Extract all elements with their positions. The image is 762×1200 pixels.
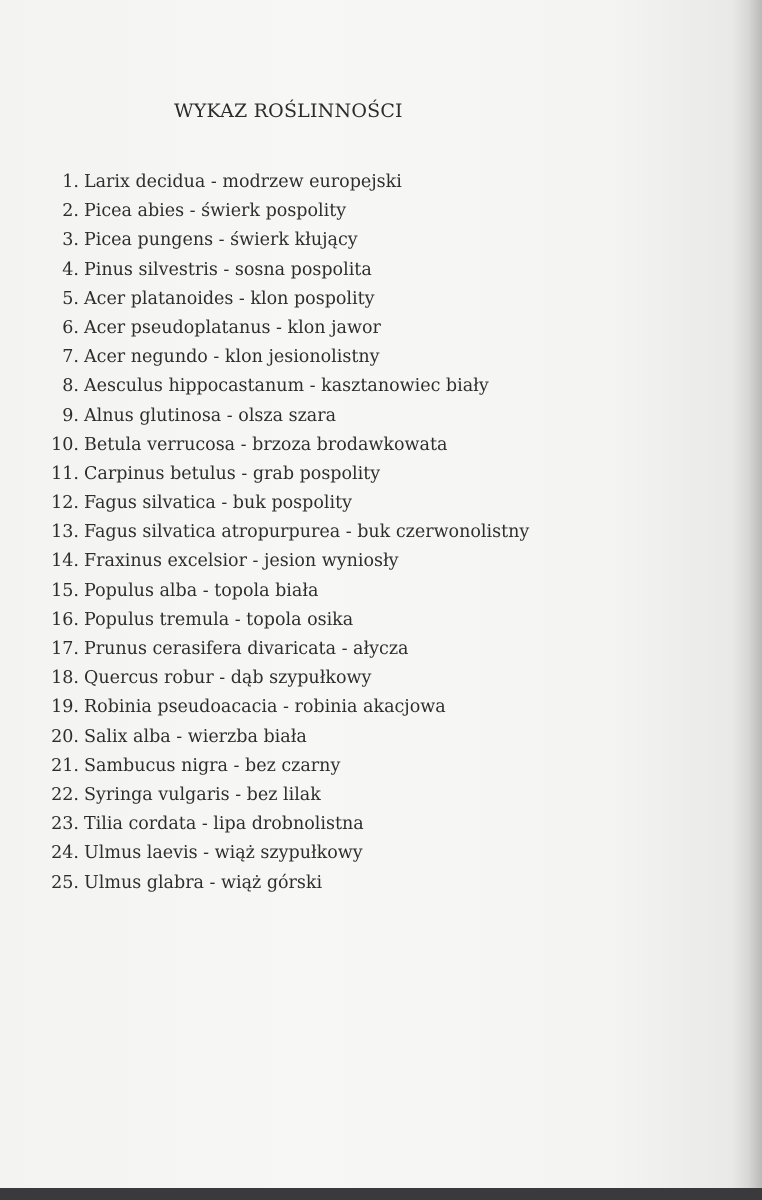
list-item-number: 1. xyxy=(62,172,79,192)
list-item xyxy=(43,314,529,343)
list-item xyxy=(43,839,529,868)
list-item-number: 20. xyxy=(51,726,79,747)
list-item xyxy=(43,343,529,372)
list-item-number: 17. xyxy=(51,639,79,659)
list-item xyxy=(43,577,529,606)
list-item-number: 14. xyxy=(51,551,79,572)
list-item-number: 21. xyxy=(51,755,79,776)
list-item-text: Picea pungens - świerk kłujący xyxy=(84,230,358,251)
list-item-number: 25. xyxy=(51,872,79,893)
list-item-text: Syringa vulgaris - bez lilak xyxy=(84,784,321,805)
list-item-text: Fagus silvatica - buk pospolity xyxy=(84,493,353,514)
list-item-text: Tilia cordata - lipa drobnolistna xyxy=(84,814,364,835)
list-item-text: Aesculus hippocastanum - kasztanowiec biały xyxy=(84,376,489,397)
list-item xyxy=(43,460,529,489)
list-item xyxy=(43,197,529,226)
list-item-number: 11. xyxy=(51,463,79,484)
list-item-text: Quercus robur - dąb szypułkowy xyxy=(84,668,372,689)
list-item-number: 9. xyxy=(62,405,79,426)
list-item xyxy=(43,693,529,722)
list-item-number: 10. xyxy=(51,434,79,455)
list-item-text: Acer negundo - klon jesionolistny xyxy=(84,347,380,368)
page-title: WYKAZ ROŚLINNOŚCI xyxy=(174,100,403,122)
list-item xyxy=(43,752,529,781)
list-item-text: Salix alba - wierzba biała xyxy=(84,726,307,747)
list-item-text: Picea abies - świerk pospolity xyxy=(84,201,347,222)
list-item xyxy=(43,547,529,576)
list-item-text: Betula verrucosa - brzoza brodawkowata xyxy=(84,434,448,455)
list-item xyxy=(43,664,529,693)
list-item-number: 5. xyxy=(62,288,79,309)
list-item-text: Acer pseudoplatanus - klon jawor xyxy=(84,317,381,338)
list-item-number: 2. xyxy=(62,201,79,222)
list-item xyxy=(43,226,529,255)
list-item-number: 18. xyxy=(51,668,79,689)
list-item-text: Fagus silvatica atropurpurea - buk czerwonolistny xyxy=(84,522,530,543)
list-item-number: 4. xyxy=(62,259,79,280)
list-item xyxy=(43,723,529,752)
list-item xyxy=(43,635,529,664)
list-item-text: Alnus glutinosa - olsza szara xyxy=(84,405,337,426)
list-item xyxy=(43,518,529,547)
plant-list xyxy=(43,168,529,898)
list-item-number: 15. xyxy=(51,580,79,601)
list-item-text: Carpinus betulus - grab pospolity xyxy=(84,463,381,484)
list-item xyxy=(43,402,529,431)
list-item xyxy=(43,489,529,518)
list-item-number: 22. xyxy=(51,784,79,805)
list-item-text: Prunus cerasifera divaricata - ałycza xyxy=(84,639,409,659)
list-item xyxy=(43,431,529,460)
list-item-text: Ulmus laevis - wiąż szypułkowy xyxy=(84,843,363,864)
list-item xyxy=(43,285,529,314)
list-item-number: 7. xyxy=(62,347,79,368)
list-item-text: Populus alba - topola biała xyxy=(84,580,319,601)
list-item-text: Pinus silvestris - sosna pospolita xyxy=(84,259,372,280)
list-item-number: 19. xyxy=(51,697,79,718)
list-item-number: 6. xyxy=(62,317,79,338)
list-item xyxy=(43,168,529,197)
list-item-text: Ulmus glabra - wiąż górski xyxy=(84,872,323,893)
list-item-number: 13. xyxy=(51,522,79,543)
list-item-number: 23. xyxy=(51,814,79,835)
list-item-text: Acer platanoides - klon pospolity xyxy=(84,288,375,309)
list-item xyxy=(43,606,529,635)
list-item-number: 3. xyxy=(62,230,79,251)
list-item-text: Robinia pseudoacacia - robinia akacjowa xyxy=(84,697,446,718)
list-item xyxy=(43,810,529,839)
list-item-number: 12. xyxy=(51,493,79,514)
list-item-number: 24. xyxy=(51,843,79,864)
list-item-text: Larix decidua - modrzew europejski xyxy=(84,172,402,192)
list-item-text: Fraxinus excelsior - jesion wyniosły xyxy=(84,551,399,572)
list-item xyxy=(43,372,529,401)
list-item xyxy=(43,781,529,810)
list-item-number: 8. xyxy=(62,376,79,397)
list-item-text: Populus tremula - topola osika xyxy=(84,609,354,630)
list-item-number: 16. xyxy=(51,609,79,630)
list-item-text: Sambucus nigra - bez czarny xyxy=(84,755,341,776)
page-bottom-edge xyxy=(0,1188,762,1200)
list-item xyxy=(43,869,529,898)
list-item xyxy=(43,256,529,285)
